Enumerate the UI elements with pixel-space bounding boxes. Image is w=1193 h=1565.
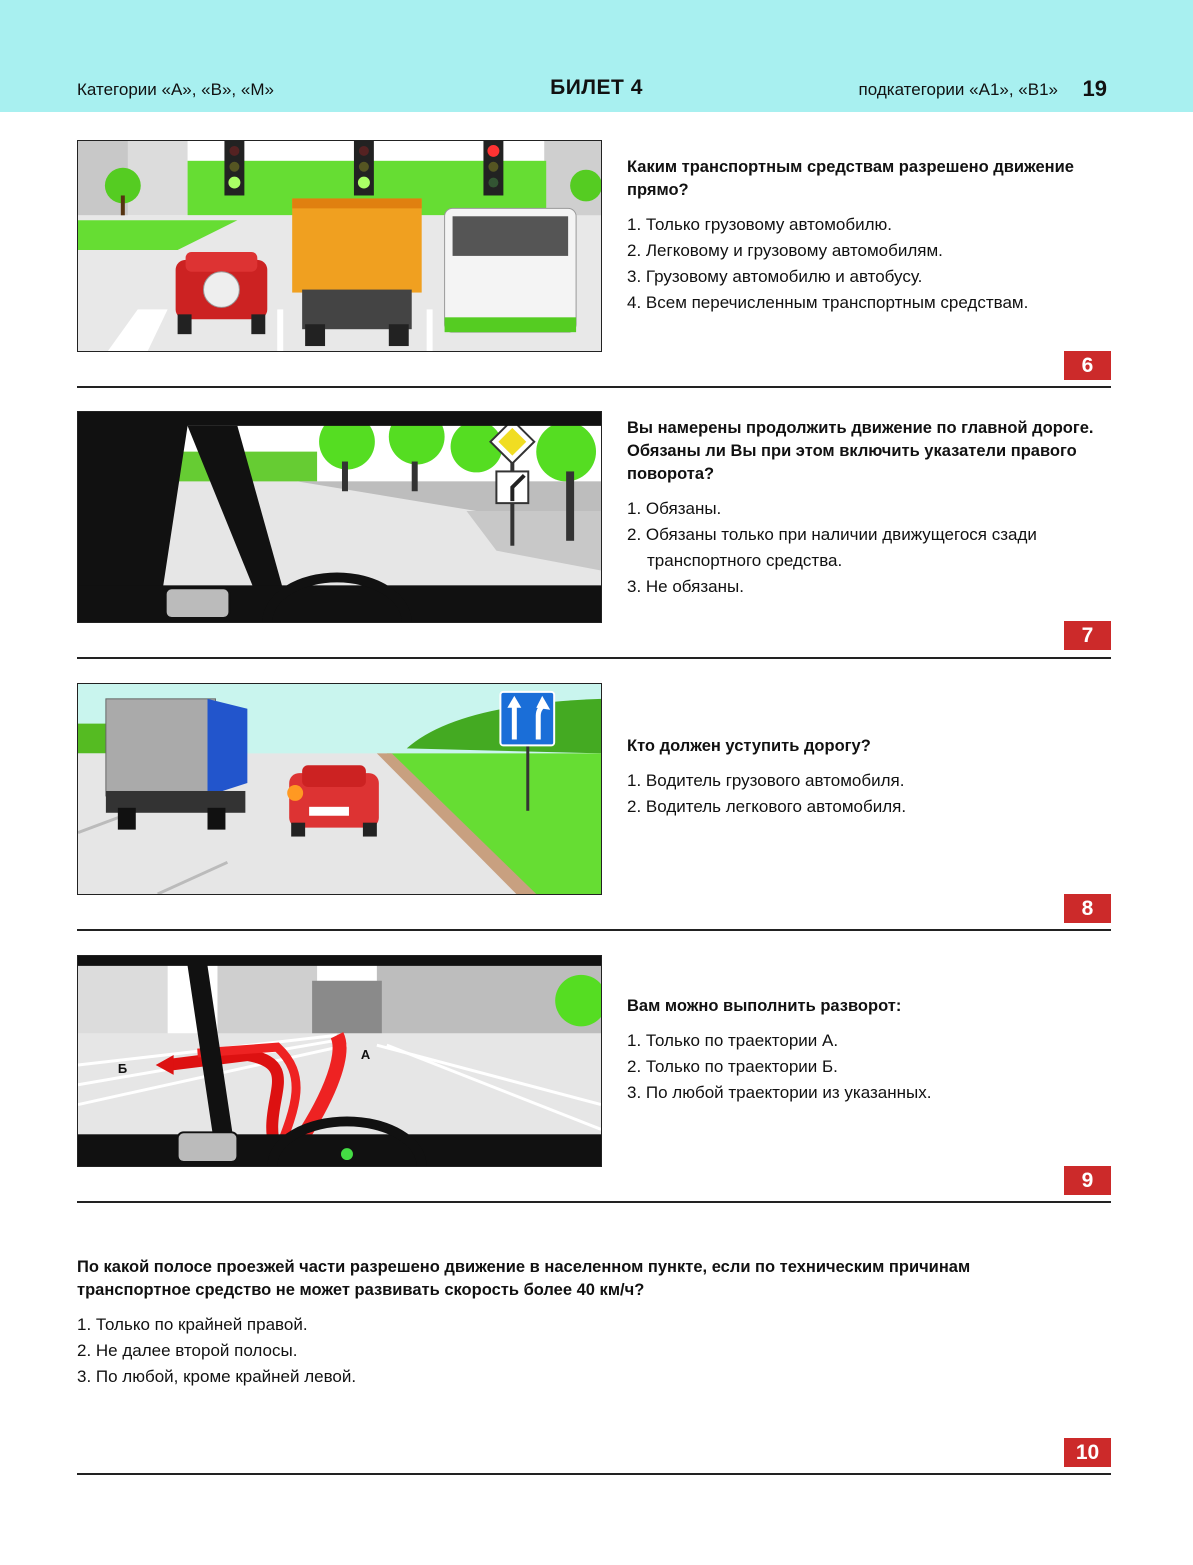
page-number: 19	[1082, 76, 1107, 101]
divider-7	[77, 657, 1111, 659]
question-9-answer-1[interactable]: 1. Только по траектории А.	[627, 1031, 839, 1050]
trajectory-b-label: Б	[117, 1060, 128, 1076]
question-10-answer-3[interactable]: 3. По любой, кроме крайней левой.	[77, 1367, 357, 1386]
page-header	[0, 0, 1193, 112]
question-6-answer-3[interactable]: 3. Грузовому автомобилю и автобусу.	[627, 267, 923, 286]
question-9	[77, 955, 1111, 1205]
question-6-text: Каким транспортным средствам разрешено движение прямо?	[627, 158, 1074, 199]
question-10-answer-1[interactable]: 1. Только по крайней правой.	[77, 1315, 308, 1334]
question-7-answer-2[interactable]: 2. Обязаны только при наличии движущегося сзади транспортного средства.	[627, 525, 1037, 570]
question-7	[77, 411, 1111, 661]
question-6-picture	[77, 140, 602, 352]
question-9-answer-3[interactable]: 3. По любой траектории из указанных.	[627, 1083, 932, 1102]
divider-10	[77, 1473, 1111, 1475]
question-8-text: Кто должен уступить дорогу?	[627, 737, 871, 755]
question-6-number-badge: 6	[1064, 351, 1111, 380]
header-categories: Категории «А», «В», «М»	[77, 80, 274, 99]
question-9-number-badge: 9	[1064, 1166, 1111, 1195]
question-10-text: По какой полосе проезжей части разрешено движение в населенном пункте, если по техническим причинам транспортное средство не может развивать скорость более 40 км/ч?	[77, 1258, 971, 1299]
divider-9	[77, 1201, 1111, 1203]
question-6-answer-2[interactable]: 2. Легковому и грузовому автомобилям.	[627, 241, 943, 260]
header-subcategories: подкатегории «А1», «В1»	[858, 80, 1058, 99]
question-10	[77, 1256, 1111, 1486]
question-8-body	[627, 735, 1097, 820]
question-8-answer-1[interactable]: 1. Водитель грузового автомобиля.	[627, 771, 905, 790]
question-7-number-badge: 7	[1064, 621, 1111, 650]
question-8-picture	[77, 683, 602, 895]
question-9-picture	[77, 955, 602, 1167]
question-7-answer-3[interactable]: 3. Не обязаны.	[627, 577, 744, 596]
question-8-answer-2[interactable]: 2. Водитель легкового автомобиля.	[627, 797, 907, 816]
question-6-answer-1[interactable]: 1. Только грузовому автомобилю.	[627, 215, 892, 234]
traffic-lights-scene-illustration	[78, 141, 601, 351]
main-road-scene-illustration	[78, 412, 601, 622]
question-10-answer-2[interactable]: 2. Не далее второй полосы.	[77, 1341, 298, 1360]
question-7-answer-1[interactable]: 1. Обязаны.	[627, 499, 722, 518]
lane-sign-scene-illustration	[78, 684, 601, 894]
question-7-text: Вы намерены продолжить движение по главной дороге. Обязаны ли Вы при этом включить указатели правого поворота?	[627, 419, 1094, 483]
trajectory-a-label: А	[360, 1047, 371, 1063]
question-7-picture	[77, 411, 602, 623]
question-9-body	[627, 995, 1097, 1106]
question-6-answer-4[interactable]: 4. Всем перечисленным транспортным средствам.	[627, 293, 1029, 312]
divider-8	[77, 929, 1111, 931]
question-7-body	[627, 417, 1097, 600]
divider-6	[77, 386, 1111, 388]
question-9-text: Вам можно выполнить разворот:	[627, 997, 902, 1015]
question-8	[77, 683, 1111, 933]
question-6	[77, 140, 1111, 390]
question-9-answer-2[interactable]: 2. Только по траектории Б.	[627, 1057, 838, 1076]
question-8-number-badge: 8	[1064, 894, 1111, 923]
u-turn-scene-illustration	[78, 956, 601, 1166]
header-ticket-title: БИЛЕТ 4	[550, 76, 643, 99]
question-10-number-badge: 10	[1064, 1438, 1111, 1467]
question-10-body	[77, 1256, 1111, 1390]
question-6-body	[627, 156, 1097, 316]
